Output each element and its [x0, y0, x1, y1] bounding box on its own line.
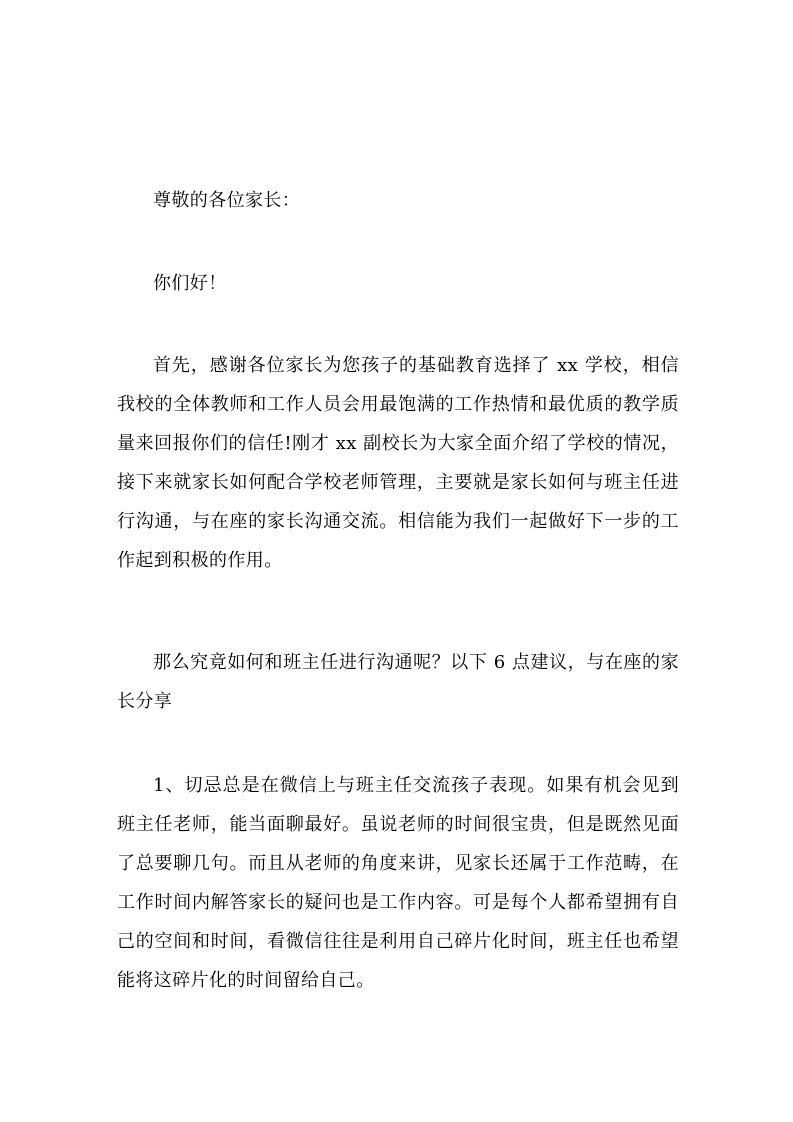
salutation: 尊敬的各位家长：	[153, 190, 301, 211]
suggestion-paragraph-1: 1、切忌总是在微信上与班主任交流孩子表现。如果有机会见到班主任老师，能当面聊最好。虽说老师的时间很宝贵，但是既然见面了总要聊几句。而且从老师的角度来讲，见家长还属于工作范畴，在工作时间内解答家长的疑问也是工作内容。可是每个人都希望拥有自己的空间和时间，看微信往往是利用自己碎片化时间，班主任也希望能将这碎片化的时间留给自己。	[117, 775, 679, 991]
transition-paragraph: 那么究竟如何和班主任进行沟通呢？以下 6 点建议，与在座的家长分享	[117, 652, 679, 712]
intro-paragraph: 首先，感谢各位家长为您孩子的基础教育选择了 xx 学校，相信我校的全体教师和工作人员会用最饱满的工作热情和最优质的教学质量来回报你们的信任!刚才 xx 副校长为大家全面介绍了学校的情况，接下来就家长如何配合学校老师管理，主要就是家长如何与班主任进行沟通，与在座的家长沟通交流。相信能为我们一起做好下一步的工作起到积极的作用。	[117, 355, 679, 571]
greeting: 你们好！	[153, 273, 227, 294]
